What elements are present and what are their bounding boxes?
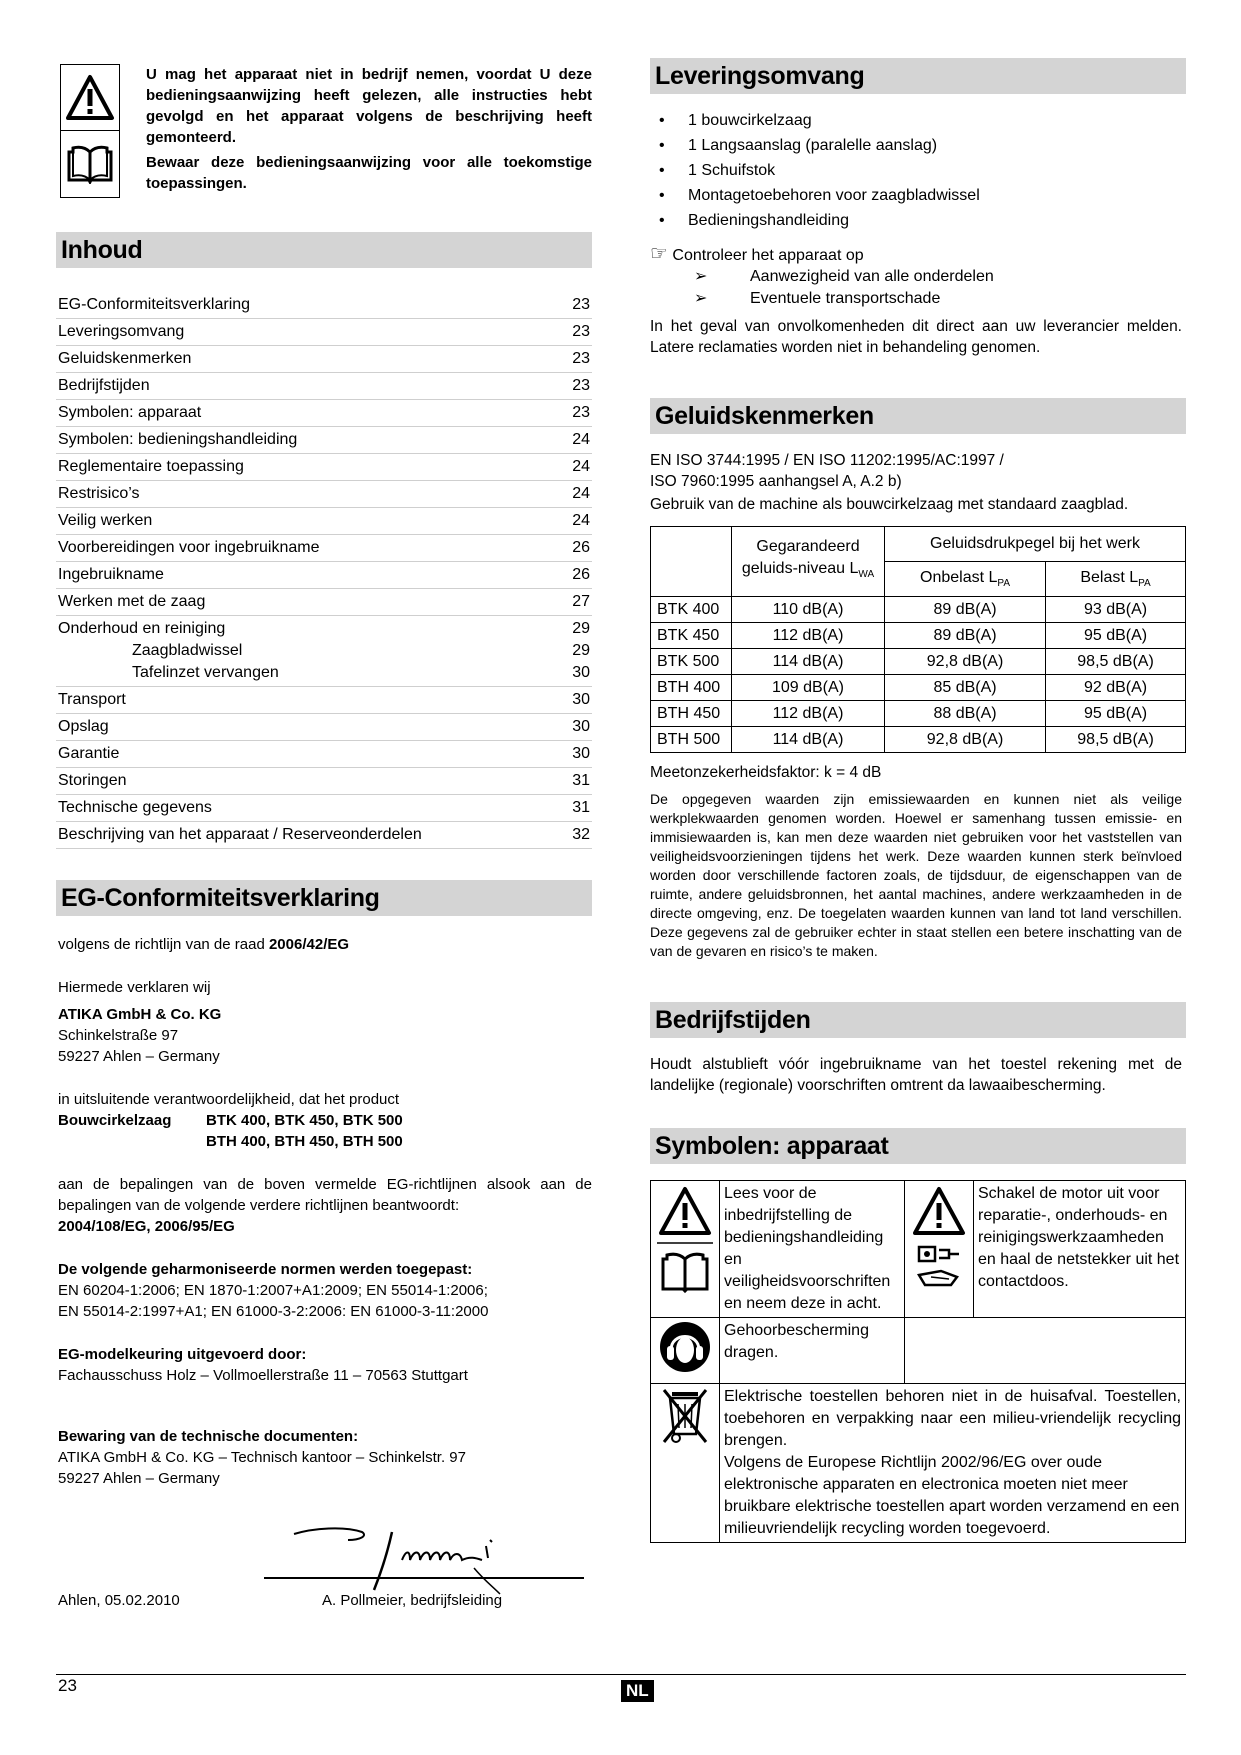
toc-label: Werken met de zaag <box>58 593 206 610</box>
noise-heading: Geluidskenmerken <box>650 398 1186 434</box>
symbols-row-2 <box>651 1318 1186 1384</box>
toc-label: Transport <box>58 691 126 708</box>
model-cell: BTK 400 <box>651 597 732 623</box>
place-date: Ahlen, 05.02.2010 <box>58 1592 180 1609</box>
noise-row <box>651 649 1186 675</box>
toc-page: 23 <box>572 296 590 313</box>
toc-label: Reglementaire toepassing <box>58 458 244 475</box>
toc-sub-page: 30 <box>572 664 590 681</box>
value-cell: 112 dB(A) <box>732 623 885 649</box>
header-guaranteed: Gegarandeerd geluids-niveau $L_{WA}$ <box>732 527 885 597</box>
value-cell: 95 dB(A) <box>1046 701 1186 727</box>
toc-label: Onderhoud en reiniging <box>58 620 226 637</box>
read-manual-text: Lees voor de inbedrijfstelling de bedieningshandleiding en veiligheidsvoorschriften en neem deze in acht. <box>720 1181 905 1318</box>
footer-rule <box>56 1674 1186 1675</box>
noise-explanation: De opgegeven waarden zijn emissiewaarden en kunnen niet als veilige werkplekwaarden genomen worden. Hoewel er samenhang tussen emissie- en immisiewaarden is, kan men deze waarden niet gebruiken voor het vaststellen van veiligheidsvoorzieningen tijdens het werk. Deze waarden kunnen sterk beïnvloed worden door verschillende factoren zoals, de tijdsduur, de eigenschappen van de ruimte, andere geluidsbronnen, het aantal machines, andere werkzaamheden in de directe omgeving, enz. De toegelaten waarden kunnen van land tot land verschillen. Deze gegevens zal de gebruiker echter in staat stellen een betere inschatting van de van de gevaren en risico’s te maken. <box>650 791 1182 959</box>
value-cell: 92 dB(A) <box>1046 675 1186 701</box>
toc-label: EG-Conformiteitsverklaring <box>58 296 251 313</box>
recycling-text-2: Volgens de Europese Richtlijn 2002/96/EG over oude elektronische apparaten en electronica moeten niet meer bruikbare elektrische toestellen apart worden verzamend en een milieuvriendelijk recycling worden toegevoerd. <box>724 1454 1180 1537</box>
toc-page: 24 <box>572 485 590 502</box>
value-cell: 89 dB(A) <box>885 623 1046 649</box>
delivery-item: • Bedieningshandleiding <box>650 208 1186 233</box>
toc-label: Symbolen: apparaat <box>58 404 202 421</box>
toc-row <box>56 292 592 319</box>
hours-text: Houdt alstublieft vóór ingebruikname van het toestel rekening met de landelijke (regionale) voorschriften omtrent da lawaaibescherming. <box>650 1056 1182 1094</box>
toc-page: 23 <box>572 323 590 340</box>
language-badge: NL <box>621 1680 654 1702</box>
toc-label: Restrisico’s <box>58 485 140 502</box>
toc-page: 30 <box>572 691 590 708</box>
toc-page: 26 <box>572 566 590 583</box>
toc-label: Leveringsomvang <box>58 323 185 340</box>
toc-label: Symbolen: bedieningshandleiding <box>58 431 298 448</box>
delivery-list <box>650 108 1186 233</box>
toc-label: Ingebruikname <box>58 566 164 583</box>
docs-title: Bewaring van de technische documenten: <box>58 1428 359 1445</box>
toc-page: 23 <box>572 350 590 367</box>
noise-table <box>650 526 1186 753</box>
warning-text <box>146 64 592 194</box>
symbols-table <box>650 1180 1186 1543</box>
header-unloaded: Onbelast $L_{PA}$ <box>885 562 1046 597</box>
conformity-heading: EG-Conformiteitsverklaring <box>56 880 592 916</box>
warning-line-1: U mag het apparaat niet in bedrijf nemen, voordat U deze bedieningsaanwijzing heeft gelezen, alle instructies hebt gevolgd en het apparaat volgens de beschrijving heeft gemonteerd. <box>146 66 592 146</box>
ear-protection-icon-cell <box>651 1318 720 1384</box>
unplug-icon <box>911 1183 967 1303</box>
value-cell: 98,5 dB(A) <box>1046 727 1186 753</box>
table-of-contents <box>56 292 592 849</box>
toc-label: Geluidskenmerken <box>58 350 192 367</box>
company-name: ATIKA GmbH & Co. KG <box>58 1006 222 1023</box>
noise-header-row-1 <box>651 527 1186 562</box>
value-cell: 109 dB(A) <box>732 675 885 701</box>
toc-row <box>56 589 592 616</box>
inspection-title: EG-modelkeuring uitgevoerd door: <box>58 1346 307 1363</box>
page-number: 23 <box>58 1676 77 1695</box>
symbols-row-3 <box>651 1384 1186 1543</box>
hours-heading: Bedrijfstijden <box>650 1002 1186 1038</box>
directive-line: volgens de richtlijn van de raad 2006/42/EG <box>58 936 350 953</box>
value-cell: 93 dB(A) <box>1046 597 1186 623</box>
delivery-item: • 1 Schuifstok <box>650 158 1186 183</box>
noise-usage: Gebruik van de machine als bouwcirkelzaag met standaard zaagblad. <box>650 496 1129 513</box>
toc-row <box>56 535 592 562</box>
toc-label: Technische gegevens <box>58 799 212 816</box>
toc-label: Garantie <box>58 745 120 762</box>
value-cell: 114 dB(A) <box>732 727 885 753</box>
responsibility-line: in uitsluitende verantwoordelijkheid, dat het product <box>58 1091 400 1108</box>
toc-label: Veilig werken <box>58 512 153 529</box>
toc-row <box>56 741 592 768</box>
toc-label: Opslag <box>58 718 109 735</box>
toc-page: 24 <box>572 458 590 475</box>
toc-page: 24 <box>572 431 590 448</box>
signatory: A. Pollmeier, bedrijfsleiding <box>322 1592 503 1609</box>
delivery-item: • 1 bouwcirkelzaag <box>650 108 1186 133</box>
toc-label: Beschrijving van het apparaat / Reserveonderdelen <box>58 826 422 843</box>
toc-sub-page: 29 <box>572 642 590 659</box>
delivery-heading: Leveringsomvang <box>650 58 1186 94</box>
delivery-item: • Montagetoebehoren voor zaagbladwissel <box>650 183 1186 208</box>
other-directives: 2004/108/EG, 2006/95/EG <box>58 1218 235 1235</box>
toc-label: Bedrijfstijden <box>58 377 150 394</box>
toc-row <box>56 822 592 849</box>
noise-intro <box>650 450 1186 515</box>
toc-page: 31 <box>572 772 590 789</box>
warning-icons-box <box>60 64 120 198</box>
value-cell: 98,5 dB(A) <box>1046 649 1186 675</box>
noise-row <box>651 675 1186 701</box>
toc-page: 30 <box>572 718 590 735</box>
header-pressure: Geluidsdrukpegel bij het werk <box>885 527 1186 562</box>
docs-line-1: ATIKA GmbH & Co. KG – Technisch kantoor – Schinkelstr. 97 <box>58 1449 466 1466</box>
recycling-text-1: Elektrische toestellen behoren niet in de huisafval. Toestellen, toebehoren en verpakking naar een milieu-vriendelijk recycling brengen. <box>724 1388 1181 1449</box>
manual-book-icon <box>61 130 119 196</box>
company-city: 59227 Ahlen – Germany <box>58 1048 220 1065</box>
warning-triangle-icon <box>61 65 119 130</box>
check-list <box>650 266 1186 310</box>
models-line-2: BTH 400, BTH 450, BTH 500 <box>206 1133 403 1150</box>
toc-row <box>56 616 592 687</box>
toc-sub-label: Tafelinzet vervangen <box>132 664 279 681</box>
toc-row <box>56 768 592 795</box>
check-item: ➢ Eventuele transportschade <box>650 288 1186 310</box>
symbols-row-1 <box>651 1181 1186 1318</box>
model-cell: BTH 450 <box>651 701 732 727</box>
toc-sub-label: Zaagbladwissel <box>132 642 243 659</box>
ear-protection-icon <box>657 1320 713 1374</box>
noise-row <box>651 623 1186 649</box>
toc-row <box>56 481 592 508</box>
ear-protection-text: Gehoorbescherming dragen. <box>720 1318 905 1384</box>
value-cell: 110 dB(A) <box>732 597 885 623</box>
model-cell: BTH 500 <box>651 727 732 753</box>
toc-row <box>56 687 592 714</box>
noise-uncertainty: Meetonzekerheidsfaktor: k = 4 dB <box>650 764 882 781</box>
toc-row <box>56 319 592 346</box>
product-line <box>58 1110 592 1152</box>
warning-manual-icon-cell <box>651 1181 720 1318</box>
warning-line-2: Bewaar deze bedieningsaanwijzing voor alle toekomstige toepassingen. <box>146 154 592 192</box>
models-line-1: BTK 400, BTK 450, BTK 500 <box>206 1112 403 1129</box>
model-cell: BTK 450 <box>651 623 732 649</box>
empty-cell <box>905 1318 1186 1384</box>
toc-page: 31 <box>572 799 590 816</box>
toc-heading: Inhoud <box>56 232 592 268</box>
value-cell: 88 dB(A) <box>885 701 1046 727</box>
toc-label: Storingen <box>58 772 127 789</box>
toc-row <box>56 714 592 741</box>
pointing-hand-icon: ☞ <box>650 243 668 265</box>
check-line: ☞ Controleer het apparaat op <box>650 243 864 265</box>
conformity-body <box>58 934 592 1489</box>
noise-standards-1: EN ISO 3744:1995 / EN ISO 11202:1995/AC:1997 / <box>650 452 1004 469</box>
crossed-bin-icon <box>660 1386 710 1446</box>
unplug-icon-cell <box>905 1181 974 1318</box>
header-loaded: Belast $L_{PA}$ <box>1046 562 1186 597</box>
toc-label: Voorbereidingen voor ingebruikname <box>58 539 320 556</box>
toc-page: 23 <box>572 377 590 394</box>
value-cell: 85 dB(A) <box>885 675 1046 701</box>
declare-line: Hiermede verklaren wij <box>58 979 211 996</box>
noise-row <box>651 597 1186 623</box>
noise-standards-2: ISO 7960:1995 aanhangsel A, A.2 b) <box>650 473 902 490</box>
docs-line-2: 59227 Ahlen – Germany <box>58 1470 220 1487</box>
toc-page: 30 <box>572 745 590 762</box>
symbols-heading: Symbolen: apparaat <box>650 1128 1186 1164</box>
toc-row <box>56 508 592 535</box>
value-cell: 95 dB(A) <box>1046 623 1186 649</box>
value-cell: 92,8 dB(A) <box>885 649 1046 675</box>
toc-page: 26 <box>572 539 590 556</box>
toc-row <box>56 427 592 454</box>
toc-page: 29 <box>572 620 590 637</box>
inspection-body: Fachausschuss Holz – Vollmoellerstraße 11 – 70563 Stuttgart <box>58 1367 468 1384</box>
toc-page: 23 <box>572 404 590 421</box>
norms-line-2: EN 55014-2:1997+A1; EN 61000-3-2:2006: EN 61000-3-11:2000 <box>58 1303 489 1320</box>
norms-title: De volgende geharmoniseerde normen werden toegepast: <box>58 1261 473 1278</box>
norms-line-1: EN 60204-1:2006; EN 1870-1:2007+A1:2009; EN 55014-1:2006; <box>58 1282 488 1299</box>
delivery-item: • 1 Langsaanslag (paralelle aanslag) <box>650 133 1186 158</box>
model-cell: BTK 500 <box>651 649 732 675</box>
check-item: ➢ Aanwezigheid van alle onderdelen <box>650 266 1186 288</box>
value-cell: 114 dB(A) <box>732 649 885 675</box>
warning-manual-icon <box>657 1183 713 1303</box>
noise-row <box>651 727 1186 753</box>
toc-page: 27 <box>572 593 590 610</box>
toc-row <box>56 454 592 481</box>
product-label: Bouwcirkelzaag <box>58 1112 172 1129</box>
company-street: Schinkelstraße 97 <box>58 1027 179 1044</box>
recycling-text <box>720 1384 1186 1543</box>
toc-row <box>56 373 592 400</box>
toc-row <box>56 795 592 822</box>
toc-row <box>56 562 592 589</box>
value-cell: 92,8 dB(A) <box>885 727 1046 753</box>
toc-page: 32 <box>572 826 590 843</box>
delivery-note: In het geval van onvolkomenheden dit direct aan uw leverancier melden. Latere reclamaties worden niet in behandeling genomen. <box>650 318 1182 356</box>
model-cell: BTH 400 <box>651 675 732 701</box>
value-cell: 112 dB(A) <box>732 701 885 727</box>
value-cell: 89 dB(A) <box>885 597 1046 623</box>
toc-page: 24 <box>572 512 590 529</box>
recycling-icon-cell <box>651 1384 720 1543</box>
provisions-text: aan de bepalingen van de boven vermelde EG-richtlijnen alsook aan de bepalingen van de volgende verdere richtlijnen beantwoordt: <box>58 1176 592 1214</box>
noise-row <box>651 701 1186 727</box>
switch-off-text: Schakel de motor uit voor reparatie-, onderhouds- en reinigingswerkzaamheden en haal de netstekker uit het contactdoos. <box>974 1181 1186 1318</box>
toc-row <box>56 346 592 373</box>
toc-row <box>56 400 592 427</box>
